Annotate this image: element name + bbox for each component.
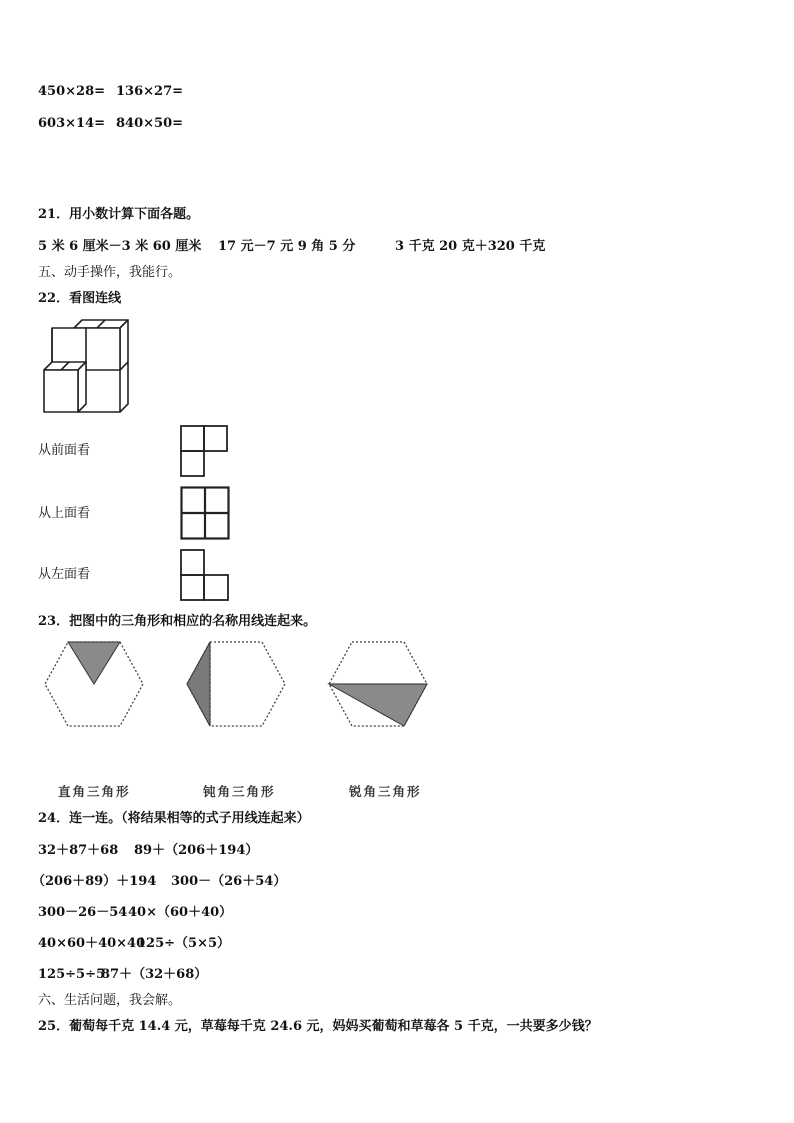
triangle-name-right[interactable]: 直角三角形 (58, 784, 131, 799)
q21-item-1: 5 米 6 厘米－3 米 60 厘米 (38, 239, 202, 254)
q24-left-expr-4[interactable]: 40×60＋40×40 (38, 936, 146, 951)
q24-left-expr-3[interactable]: 300－26－54 (38, 905, 128, 920)
q24-right-expr-2[interactable]: 300－（26＋54） (171, 874, 287, 889)
view-label-top: 从上面看 (38, 506, 91, 521)
q24-title: 24．连一连。（将结果相等的式子用线连起来） (38, 811, 310, 826)
q24-right-expr-3[interactable]: 40×（60＋40） (128, 905, 233, 920)
hexagon-right-figure[interactable] (186, 640, 286, 728)
section-six-heading: 六、生活问题，我会解。 (38, 993, 182, 1008)
q21-item-2: 17 元－7 元 9 角 5 分 (218, 239, 356, 254)
hexagon-acute-figure[interactable] (44, 640, 144, 728)
left-view-figure[interactable] (180, 549, 229, 601)
q24-right-expr-1[interactable]: 89＋（206＋194） (134, 843, 259, 858)
cube-stack-figure (38, 320, 133, 415)
q24-right-expr-5[interactable]: 87＋（32＋68） (101, 967, 208, 982)
q24-left-expr-5[interactable]: 125÷5÷5 (38, 967, 106, 982)
q24-left-expr-1[interactable]: 32＋87＋68 (38, 843, 119, 858)
calc-expr-2: 136×27= (116, 84, 184, 99)
q21-item-3: 3 千克 20 克＋320 千克 (395, 239, 546, 254)
triangle-name-acute[interactable]: 锐角三角形 (349, 784, 422, 799)
front-view-figure[interactable] (180, 425, 228, 477)
top-view-figure[interactable] (180, 486, 230, 540)
calc-expr-3: 603×14= (38, 116, 106, 131)
calc-expr-4: 840×50= (116, 116, 184, 131)
view-label-left: 从左面看 (38, 567, 91, 582)
q22-title: 22．看图连线 (38, 291, 122, 306)
q24-left-expr-2[interactable]: （206＋89）＋194 (32, 874, 157, 889)
section-five-heading: 五、动手操作，我能行。 (38, 265, 182, 280)
triangle-name-obtuse[interactable]: 钝角三角形 (203, 784, 276, 799)
q24-right-expr-4[interactable]: 125÷（5×5） (137, 936, 231, 951)
q25-text: 25．葡萄每千克 14.4 元，草莓每千克 24.6 元，妈妈买葡萄和草莓各 5 千克，一共要多少钱？ (38, 1019, 598, 1034)
view-label-front: 从前面看 (38, 443, 91, 458)
calc-expr-1: 450×28= (38, 84, 106, 99)
q23-title: 23．把图中的三角形和相应的名称用线连起来。 (38, 614, 317, 629)
hexagon-obtuse-figure[interactable] (328, 640, 428, 728)
q21-title: 21．用小数计算下面各题。 (38, 207, 200, 222)
